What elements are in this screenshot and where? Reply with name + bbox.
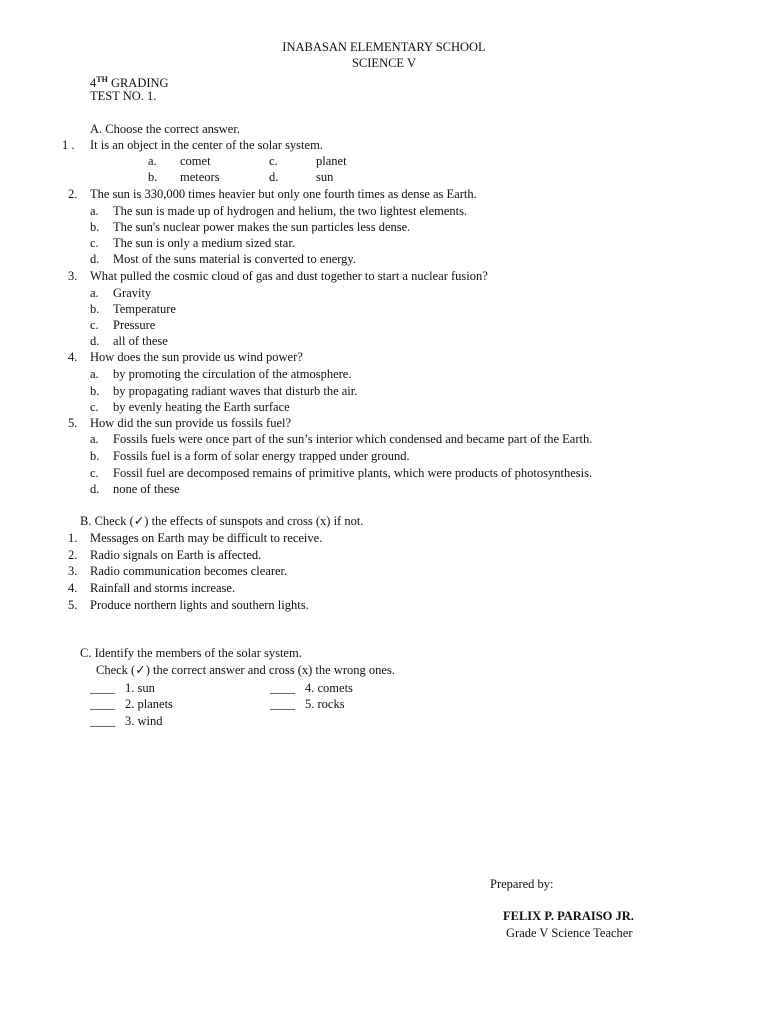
prepared-by-label: Prepared by: — [490, 877, 554, 891]
answer-blank[interactable]: ____ — [270, 697, 295, 711]
item-text: 4. comets — [305, 681, 353, 695]
subject-title: SCIENCE V — [351, 56, 416, 70]
choice-letter: c. — [90, 236, 99, 250]
choice-letter: d. — [90, 334, 100, 348]
choice-letter: a. — [90, 286, 99, 300]
question-text: The sun is 330,000 times heavier but only one fourth times as dense as Earth. — [90, 187, 477, 201]
item-text: Radio communication becomes clearer. — [90, 564, 288, 578]
choice-letter: c. — [90, 400, 99, 414]
choice-letter: c. — [90, 466, 99, 480]
choice-text: sun — [316, 170, 334, 184]
choice-text: all of these — [113, 334, 168, 348]
answer-blank[interactable]: ____ — [90, 681, 115, 695]
choice-text: Gravity — [113, 286, 152, 300]
choice-text: comet — [180, 154, 211, 168]
choice-letter: b. — [148, 170, 158, 184]
choice-text: The sun's nuclear power makes the sun particles less dense. — [113, 220, 411, 234]
item-text: 3. wind — [125, 714, 163, 728]
section-a-title: A. Choose the correct answer. — [90, 122, 240, 136]
teacher-title: Grade V Science Teacher — [506, 926, 633, 940]
test-number: TEST NO. 1. — [90, 89, 157, 103]
choice-letter: a. — [90, 432, 99, 446]
question-number: 1 . — [62, 138, 75, 152]
choice-letter: c. — [269, 154, 278, 168]
item-text: Produce northern lights and southern lights. — [90, 598, 309, 612]
answer-blank[interactable]: ____ — [90, 714, 115, 728]
question-number: 4. — [68, 350, 78, 364]
choice-letter: b. — [90, 220, 100, 234]
choice-text: Fossils fuel is a form of solar energy trapped under ground. — [113, 449, 410, 463]
choice-text: planet — [316, 154, 347, 168]
section-c-instruction: Check (✓) the correct answer and cross (x) the wrong ones. — [96, 663, 395, 677]
item-number: 2. — [68, 548, 78, 562]
choice-text: meteors — [180, 170, 220, 184]
question-text: How does the sun provide us wind power? — [90, 350, 303, 364]
item-number: 5. — [68, 598, 78, 612]
choice-text: Most of the suns material is converted to energy. — [113, 252, 356, 266]
choice-text: Pressure — [113, 318, 156, 332]
choice-text: by propagating radiant waves that disturb the air. — [113, 384, 358, 398]
item-text: 2. planets — [125, 697, 173, 711]
choice-letter: b. — [90, 449, 100, 463]
section-c-title: C. Identify the members of the solar system. — [80, 646, 302, 660]
item-text: Radio signals on Earth is affected. — [90, 548, 262, 562]
choice-letter: d. — [269, 170, 279, 184]
choice-text: The sun is only a medium sized star. — [113, 236, 295, 250]
item-text: Messages on Earth may be difficult to receive. — [90, 531, 323, 545]
question-text: How did the sun provide us fossils fuel? — [90, 416, 292, 430]
item-number: 4. — [68, 581, 78, 595]
item-text: 5. rocks — [305, 697, 345, 711]
question-text: What pulled the cosmic cloud of gas and dust together to start a nuclear fusion? — [90, 269, 488, 283]
answer-blank[interactable]: ____ — [270, 681, 295, 695]
choice-letter: a. — [90, 204, 99, 218]
item-text: Rainfall and storms increase. — [90, 581, 236, 595]
answer-blank[interactable]: ____ — [90, 697, 115, 711]
choice-text: Temperature — [113, 302, 176, 316]
question-number: 3. — [68, 269, 78, 283]
grading-word: GRADING — [107, 76, 169, 91]
choice-text: by promoting the circulation of the atmosphere. — [113, 367, 352, 381]
school-name: INABASAN ELEMENTARY SCHOOL — [282, 40, 486, 54]
choice-letter: b. — [90, 384, 100, 398]
item-number: 3. — [68, 564, 78, 578]
question-text: It is an object in the center of the solar system. — [90, 138, 323, 152]
choice-letter: a. — [148, 154, 157, 168]
question-number: 2. — [68, 187, 78, 201]
question-number: 5. — [68, 416, 78, 430]
choice-text: Fossils fuels were once part of the sun’s interior which condensed and became part of the Earth. — [113, 432, 593, 446]
choice-letter: b. — [90, 302, 100, 316]
teacher-name: FELIX P. PARAISO JR. — [503, 909, 634, 923]
choice-letter: d. — [90, 482, 100, 496]
choice-letter: c. — [90, 318, 99, 332]
section-b-title: B. Check (✓) the effects of sunspots and cross (x) if not. — [80, 514, 364, 528]
grading-number: 4 — [90, 76, 97, 91]
choice-text: The sun is made up of hydrogen and helium, the two lightest elements. — [113, 204, 468, 218]
item-number: 1. — [68, 531, 78, 545]
choice-text: none of these — [113, 482, 180, 496]
item-text: 1. sun — [125, 681, 155, 695]
choice-letter: a. — [90, 367, 99, 381]
choice-text: by evenly heating the Earth surface — [113, 400, 290, 414]
grading-suffix: TH — [96, 75, 108, 84]
choice-text: Fossil fuel are decomposed remains of primitive plants, which were products of photosynthesis. — [113, 466, 593, 480]
choice-letter: d. — [90, 252, 100, 266]
